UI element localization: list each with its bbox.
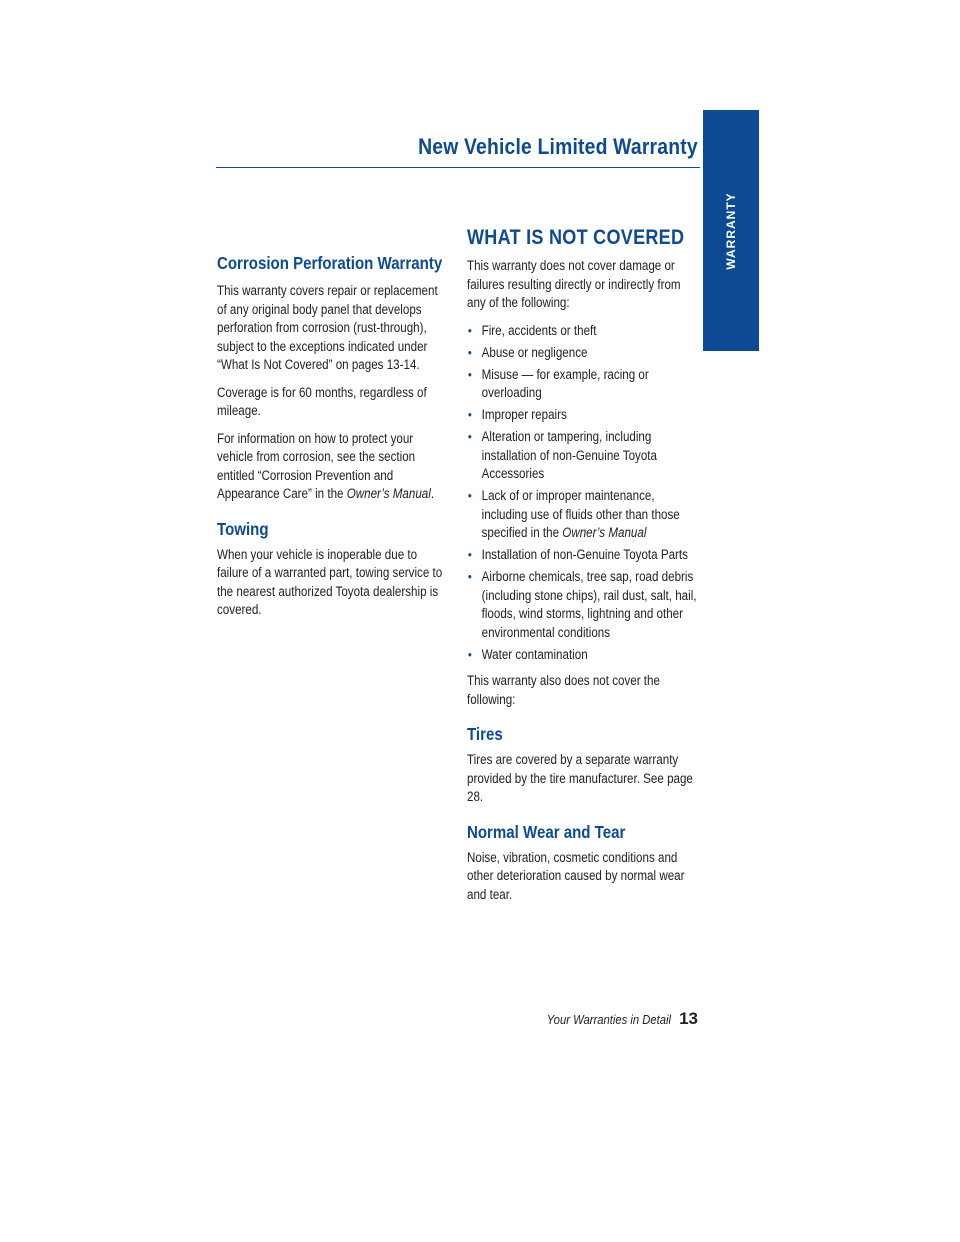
bullet-icon: • <box>467 547 472 562</box>
not-covered-list <box>467 322 701 665</box>
list-item: • Installation of non-Genuine Toyota Parts <box>467 546 701 565</box>
left-column <box>217 252 449 629</box>
tires-heading: Tires <box>467 724 503 744</box>
bullet-icon: • <box>467 322 472 338</box>
corrosion-p3-end: . <box>430 486 435 501</box>
wear-heading: Normal Wear and Tear <box>467 821 626 842</box>
footer-section-title: Your Warranties in Detail <box>546 1013 672 1027</box>
corrosion-p3-text: For information on how to protect your vehicle from corrosion, see the section entitled “Corrosion Prevention and Appearance Care” in the <box>217 430 416 501</box>
list-item: • Water contamination <box>467 646 701 665</box>
bullet-icon: • <box>467 407 472 422</box>
owners-manual-ref: Owner’s Manual <box>346 486 431 501</box>
wear-paragraph: Noise, vibration, cosmetic conditions and other deterioration caused by normal wear and tear. <box>467 849 685 902</box>
bullet-icon: • <box>467 488 472 503</box>
list-item: • Airborne chemicals, tree sap, road debris (including stone chips), rail dust, salt, hail, floods, wind storms, lightning and other environmental conditions <box>467 569 697 640</box>
corrosion-paragraph-3 <box>217 430 449 504</box>
towing-heading: Towing <box>217 518 269 539</box>
bullet-icon: • <box>467 366 472 382</box>
section-side-tab <box>703 110 759 351</box>
list-item: • Alteration or tampering, including installation of non-Genuine Toyota Accessories <box>467 429 657 481</box>
towing-paragraph: When your vehicle is inoperable due to failure of a warranted part, towing service to the nearest authorized Toyota dealership is covered. <box>217 546 443 617</box>
not-covered-intro: This warranty does not cover damage or failures resulting directly or indirectly from any of the following: <box>467 258 681 310</box>
list-item: • Misuse — for example, racing or overloading <box>467 366 649 400</box>
corrosion-paragraph-1: This warranty covers repair or replacement of any original body panel that develops perforation from corrosion (rust-through), subject to the exceptions indicated under “What Is Not Covered” on pages 13-14. <box>217 283 438 372</box>
right-column <box>467 225 701 913</box>
tires-paragraph: Tires are covered by a separate warranty provided by the tire manufacturer. See page 28. <box>467 752 693 804</box>
corrosion-heading: Corrosion Perforation Warranty <box>217 253 443 273</box>
not-covered-also: This warranty also does not cover the following: <box>467 673 660 707</box>
list-item: • Improper repairs <box>467 406 701 425</box>
list-item: • Abuse or negligence <box>467 344 701 363</box>
bullet-icon: • <box>467 429 472 444</box>
bullet-icon: • <box>467 569 472 584</box>
bullet-icon: • <box>467 344 472 360</box>
list-item: • Lack of or improper maintenance, including use of fluids other than those specified in the Owner’s Manual <box>467 488 680 540</box>
page-number: 13 <box>679 1009 698 1028</box>
not-covered-heading: WHAT IS NOT COVERED <box>467 226 685 249</box>
title-divider <box>216 167 700 168</box>
owners-manual-ref: Owner’s Manual <box>562 525 647 540</box>
side-tab-label: WARRANTY <box>724 191 738 270</box>
page-title: New Vehicle Limited Warranty <box>418 134 698 159</box>
page-footer <box>533 1009 698 1029</box>
bullet-icon: • <box>467 646 472 662</box>
list-item: • Fire, accidents or theft <box>467 322 701 341</box>
corrosion-paragraph-2: Coverage is for 60 months, regardless of mileage. <box>217 384 427 418</box>
